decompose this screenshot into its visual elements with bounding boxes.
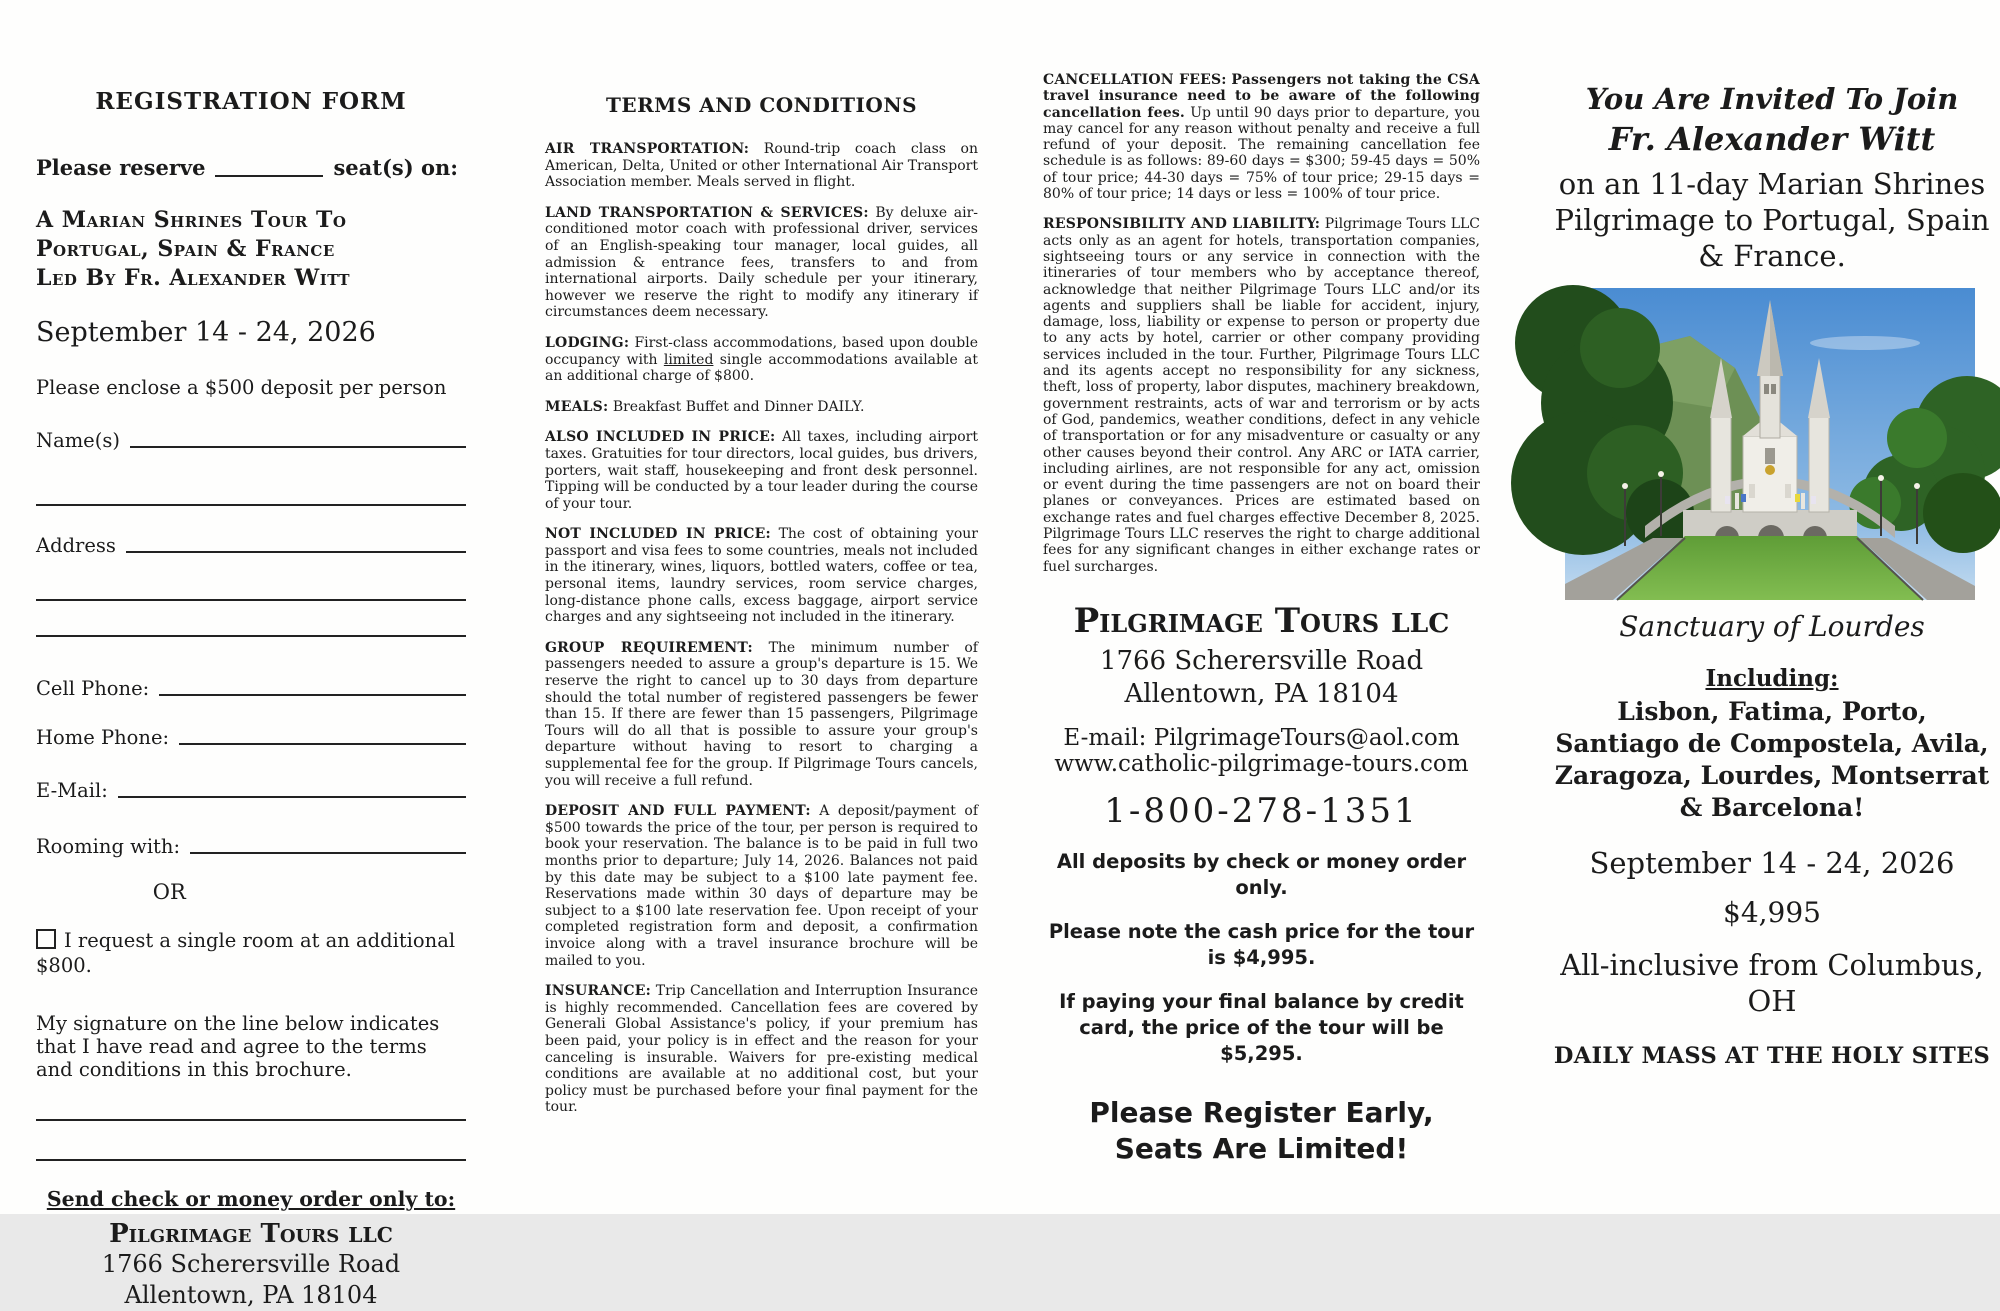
single-room-checkbox [36, 929, 56, 949]
terms-land-transportation [545, 205, 978, 321]
email-blank-line [118, 796, 466, 798]
terms-group-body: The minimum number of passengers needed to assure a group's departure is 15. We reserve the right to cancel up to 30 days from departure should the total number of registered passengers be fewer than 15. If there are fewer than 15 passengers, Pilgrimage Tours will do all that is possible to assure your group's departure without having to resort to charging a supplemental fee for the group. If Pilgrimage Tours cancels, you will receive a full refund. [545, 639, 978, 789]
terms-insurance [545, 983, 978, 1116]
invite-description: on an 11-day Marian Shrines Pilgrimage to Portugal, Spain & France. [1554, 167, 1990, 273]
address-blank-line-3 [36, 635, 466, 637]
note-cash-price: Please note the cash price for the tour is $4,995. [1048, 919, 1475, 969]
panel-policies-contact [1043, 0, 1480, 1167]
rooming-label: Rooming with: [36, 835, 181, 858]
cell-phone-blank-line [159, 694, 466, 696]
cancellation-bold-intro: Passengers not taking the CSA travel insurance need to be aware of the following cancellation fees. [1043, 72, 1480, 121]
lourdes-sanctuary-photo [1565, 288, 1975, 600]
terms-also-included [545, 429, 978, 512]
terms-insurance-body: Trip Cancellation and Interruption Insurance is highly recommended. Cancellation fees are covered by Generali Global Assistance's policy, if your premium has been paid, your policy is in effect and the reason for your canceling is insurable. Waivers for pre-existing medical conditions are available at no additional cost, but your policy must be purchased before your final payment for the tour. [545, 983, 978, 1116]
rooming-row [36, 835, 466, 858]
company-name-main: Pilgrimage Tours [1073, 600, 1380, 641]
address-blank-line [126, 551, 466, 553]
note-credit-price: If paying your final balance by credit card, the price of the tour will be $5,295. [1059, 989, 1464, 1065]
responsibility-heading: RESPONSIBILITY AND LIABILITY: [1043, 216, 1321, 233]
company-address-line2: Allentown, PA 18104 [124, 1281, 378, 1309]
tour-dates: September 14 - 24, 2026 [36, 317, 376, 348]
tour-title-line3: Led By Fr. Alexander Witt [36, 265, 351, 291]
terms-meals [545, 399, 978, 416]
panel-registration-form [36, 0, 466, 1311]
company-email-address: PilgrimageTours@aol.com [1153, 724, 1460, 751]
invite-line2: Fr. Alexander Witt [1608, 120, 1936, 158]
reserve-row [36, 155, 466, 180]
email-label: E-Mail: [36, 779, 108, 802]
send-check-label: Send check or money order only to: [46, 1187, 456, 1211]
tour-title-line1: A Marian Shrines Tour To [36, 207, 347, 233]
terms-deposit-payment [545, 803, 978, 969]
terms-lodging-underlined-word: limited [663, 351, 714, 368]
reserve-label-post: seat(s) on: [333, 155, 458, 180]
address-field-row [36, 534, 466, 557]
company-phone-number: 1-800-278-1351 [1104, 790, 1419, 831]
terms-deposit-heading: DEPOSIT AND FULL PAYMENT: [545, 803, 811, 820]
company-name-main: Pilgrimage Tours [109, 1219, 340, 1249]
company-name-contact [1043, 601, 1480, 641]
name-label: Name(s) [36, 429, 120, 452]
including-label: Including: [1705, 665, 1839, 692]
signature-statement: My signature on the line below indicates that I have read and agree to the terms and conditions in this brochure. [36, 1012, 440, 1081]
home-phone-row [36, 726, 466, 749]
rooming-blank-line [190, 852, 466, 854]
cities-list: Lisbon, Fatima, Porto, Santiago de Compostela, Avila, Zaragoza, Lourdes, Montserrat & Barcelona! [1554, 697, 1990, 822]
signature-line-1 [36, 1119, 466, 1121]
tour-price: $4,995 [1723, 896, 1821, 929]
terms-group-heading: GROUP REQUIREMENT: [545, 639, 753, 656]
responsibility-liability-section [1043, 216, 1480, 575]
cancellation-fees-section [1043, 72, 1480, 202]
company-website: www.catholic-pilgrimage-tours.com [1054, 750, 1469, 777]
responsibility-body: Pilgrimage Tours LLC acts only as an agent for hotels, transportation companies, sightseeing tours or any service in connection with the itineraries of tour members who by acceptance thereof, acknowledge that neither Pilgrimage Tours LLC and/or its agents and suppliers shall be liable for accident, injury, damage, loss, liability or expense to person or property due to any acts by hotel, carrier or other company providing services included in the tour. Further, Pilgrimage Tours LLC and its agents accept no responsibility for any sickness, theft, loss of property, labor disputes, machinery breakdown, government restraints, acts of war and terrorism or by acts of God, pandemics, weather conditions, defect in any vehicle of transportation or for any misadventure or casualty or any other causes beyond their control. Any ARC or IATA carrier, including airlines, are not responsible for any act, omission or event during the time passengers are not on board their planes or conveyances. Prices are estimated based on exchange rates and fuel charges effective December 8, 2025. Pilgrimage Tours LLC reserves the right to charge additional fees for any significant changes in either exchange rates or fuel surcharges. [1043, 216, 1481, 575]
company-address-line1: 1766 Scherersville Road [1099, 645, 1424, 676]
terms-also-included-body: All taxes, including airport taxes. Gratuities for tour directors, local guides, bus drivers, porters, wait staff, housekeeping and front desk personnel. Tipping will be conducted by a tour leader during the course of your tour. [545, 429, 978, 512]
address-label: Address [36, 534, 116, 557]
company-address-line2: Allentown, PA 18104 [1124, 678, 1399, 709]
tour-title [36, 206, 466, 293]
invite-line1: You Are Invited To Join [1585, 82, 1959, 116]
or-label: OR [152, 880, 186, 904]
register-early-notice: Please Register Early, Seats Are Limited! [1089, 1095, 1434, 1165]
terms-land-body: By deluxe air-conditioned motor coach with professional driver, services of an English-speaking tour manager, local guides, all admission & entrance fees, transfers to and from international airports. Daily schedule per your itinerary, however we reserve the right to modify any itinerary if circumstances deem necessary. [545, 204, 978, 321]
terms-lodging-body-pre: First-class accommodations, based upon double occupancy with [545, 334, 979, 368]
note-deposits: All deposits by check or money order only. [1056, 849, 1467, 899]
cell-phone-label: Cell Phone: [36, 677, 150, 700]
terms-meals-heading: MEALS: [545, 398, 609, 415]
tour-dates-invite: September 14 - 24, 2026 [1589, 846, 1955, 880]
single-room-option [36, 928, 466, 978]
cell-phone-row [36, 677, 466, 700]
home-phone-blank-line [179, 743, 466, 745]
company-address-line1: 1766 Scherersville Road [101, 1250, 401, 1278]
terms-lodging-heading: LODGING: [545, 334, 630, 351]
terms-title: TERMS AND CONDITIONS [605, 93, 918, 117]
reserve-label-pre: Please reserve [36, 155, 206, 180]
departure-city-note: All-inclusive from Columbus, OH [1560, 948, 1984, 1018]
photo-cloud [1810, 336, 1920, 350]
terms-group-requirement [545, 640, 978, 789]
terms-meals-body: Breakfast Buffet and Dinner DAILY. [612, 398, 865, 415]
terms-deposit-body: A deposit/payment of $500 towards the price of the tour, per person is required to book your reservation. The balance is to be paid in full two months prior to departure; July 14, 2026. Balances not paid by this date may be subject to a $100 late payment fee. Reservations made within 30 days of departure may be subject to a $100 late reservation fee. Upon receipt of your completed registration form and deposit, a confirmation invoice along with a travel insurance brochure will be mailed to you. [545, 803, 979, 969]
signature-line-2 [36, 1159, 466, 1161]
terms-air-transportation [545, 141, 978, 191]
terms-land-heading: LAND TRANSPORTATION & SERVICES: [545, 204, 869, 221]
company-address-contact [1043, 645, 1480, 711]
home-phone-label: Home Phone: [36, 726, 170, 749]
terms-also-included-heading: ALSO INCLUDED IN PRICE: [545, 429, 776, 446]
daily-mass-note: DAILY MASS AT THE HOLY SITES [1553, 1043, 1991, 1069]
terms-insurance-heading: INSURANCE: [545, 983, 651, 1000]
terms-not-included-heading: NOT INCLUDED IN PRICE: [545, 526, 771, 543]
terms-air-heading: AIR TRANSPORTATION: [545, 141, 750, 157]
photo-caption: Sanctuary of Lourdes [1619, 610, 1925, 643]
address-blank-line-2 [36, 599, 466, 601]
terms-lodging [545, 335, 978, 385]
company-name-registration [36, 1219, 466, 1249]
registration-title: REGISTRATION FORM [95, 88, 407, 115]
terms-lodging-body-post: single accommodations available at an additional charge of $800. [545, 351, 978, 385]
terms-air-body: Round-trip coach class on American, Delta, United or other International Air Transport Association member. Meals served in flight. [545, 141, 979, 191]
panel-terms-and-conditions [545, 0, 978, 1130]
panel-invitation [1552, 0, 1992, 1069]
name-blank-line-2 [36, 504, 466, 506]
name-field-row [36, 429, 466, 452]
company-email-row [1043, 725, 1480, 751]
company-name-suffix: LLC [348, 1223, 393, 1247]
terms-not-included [545, 526, 978, 626]
company-name-suffix: LLC [1391, 607, 1450, 639]
reserve-blank-line [215, 175, 323, 177]
terms-not-included-body: The cost of obtaining your passport and visa fees to some countries, meals not included in the itinerary, wines, liquors, bottled waters, coffee or tea, personal items, laundry services, room service charges, long-distance phone calls, excess baggage, airport service charges and any sightseeing not included in the itinerary. [545, 526, 978, 626]
cancellation-heading: CANCELLATION FEES: [1043, 72, 1227, 88]
single-room-text: I request a single room at an additional $800. [36, 929, 456, 977]
name-blank-line [130, 446, 466, 448]
cancellation-body: Up until 90 days prior to departure, you may cancel for any reason without penalty and receive a full refund of your deposit. The remaining cancellation fee schedule is as follows: 89-60 days = $300; 59-45 days = 50% of tour price; 44-30 days = 75% of tour price; 29-15 days = 80% of tour price; 14 days or less = 100% of tour price. [1043, 104, 1480, 203]
deposit-note: Please enclose a $500 deposit per person [36, 376, 447, 399]
email-row [36, 779, 466, 802]
company-address-registration [36, 1249, 466, 1311]
company-email-label: E-mail: [1063, 724, 1147, 751]
tour-title-line2: Portugal, Spain & France [36, 236, 335, 262]
